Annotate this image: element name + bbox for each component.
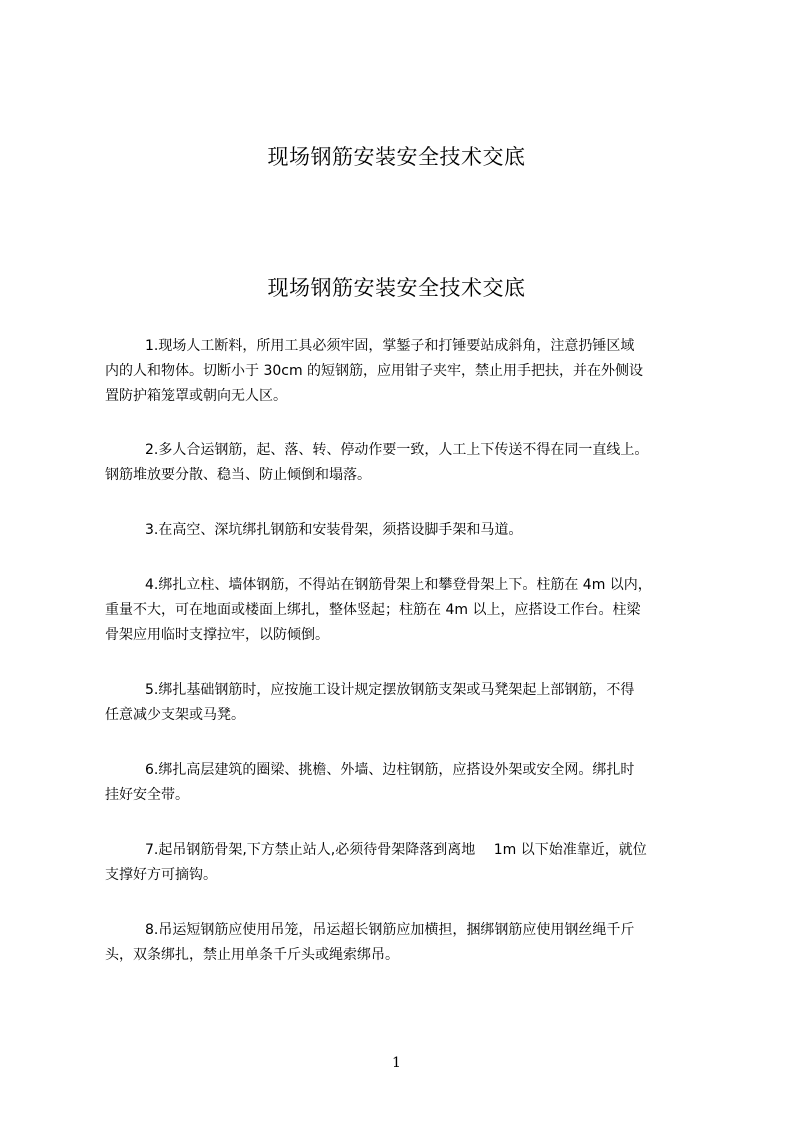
- paragraph-2-line-1: 2.多人合运钢筋，起、落、转、停动作要一致，人工上下传送不得在同一直线上。: [145, 442, 649, 458]
- paragraph-6-line-1: 6.绑扎高层建筑的圈梁、挑檐、外墙、边柱钢筋，应搭设外架或安全网。绑扎时: [145, 762, 635, 778]
- paragraph-6: [105, 758, 710, 808]
- paragraph-3: [105, 518, 710, 543]
- paragraph-8-line-2: 头，双条绑扎，禁止用单条千斤头或绳索绑吊。: [105, 947, 399, 963]
- paragraph-7-line-2: 支撑好方可摘钩。: [105, 867, 217, 883]
- paragraph-1-line-1: 1.现场人工断料，所用工具必须牢固，掌錾子和打锤要站成斜角，注意扔锤区域: [145, 338, 635, 354]
- paragraph-4-line-3: 骨架应用临时支撑拉牢，以防倾倒。: [105, 627, 329, 643]
- paragraph-4-line-2: 重量不大，可在地面或楼面上绑扎，整体竖起；柱筋在 4m 以上，应搭设工作台。柱梁: [105, 602, 641, 618]
- paragraph-2-line-2: 钢筋堆放要分散、稳当、防止倾倒和塌落。: [105, 467, 371, 483]
- page-number: 1: [392, 1055, 401, 1071]
- paragraph-5-line-2: 任意减少支架或马凳。: [105, 707, 245, 723]
- paragraph-5-line-1: 5.绑扎基础钢筋时，应按施工设计规定摆放钢筋支架或马凳架起上部钢筋，不得: [145, 682, 635, 698]
- paragraph-5: [105, 678, 710, 728]
- paragraph-8: [105, 918, 710, 968]
- paragraph-8-line-1: 8.吊运短钢筋应使用吊笼，吊运超长钢筋应加横担，捆绑钢筋应使用钢丝绳千斤: [145, 922, 635, 938]
- paragraph-7-line-1: 7.起吊钢筋骨架,下方禁止站人,必须待骨架降落到离地 1m 以下始准靠近，就位: [145, 842, 647, 858]
- paragraph-3-line-1: 3.在高空、深坑绑扎钢筋和安装骨架，须搭设脚手架和马道。: [145, 522, 523, 538]
- paragraph-7: [105, 838, 710, 888]
- document-header-title: 现场钢筋安装安全技术交底: [267, 145, 526, 169]
- paragraph-1-line-3: 置防护箱笼罩或朝向无人区。: [105, 388, 287, 404]
- paragraph-2: [105, 438, 710, 488]
- paragraph-1: [105, 334, 710, 409]
- paragraph-1-line-2: 内的人和物体。切断小于 30cm 的短钢筋，应用钳子夹牢，禁止用手把扶，并在外侧设: [105, 363, 644, 379]
- paragraph-4: [105, 573, 710, 648]
- paragraph-6-line-2: 挂好安全带。: [105, 787, 189, 803]
- document-main-title: 现场钢筋安装安全技术交底: [267, 276, 526, 300]
- paragraph-4-line-1: 4.绑扎立柱、墙体钢筋，不得站在钢筋骨架上和攀登骨架上下。柱筋在 4m 以内，: [145, 577, 652, 593]
